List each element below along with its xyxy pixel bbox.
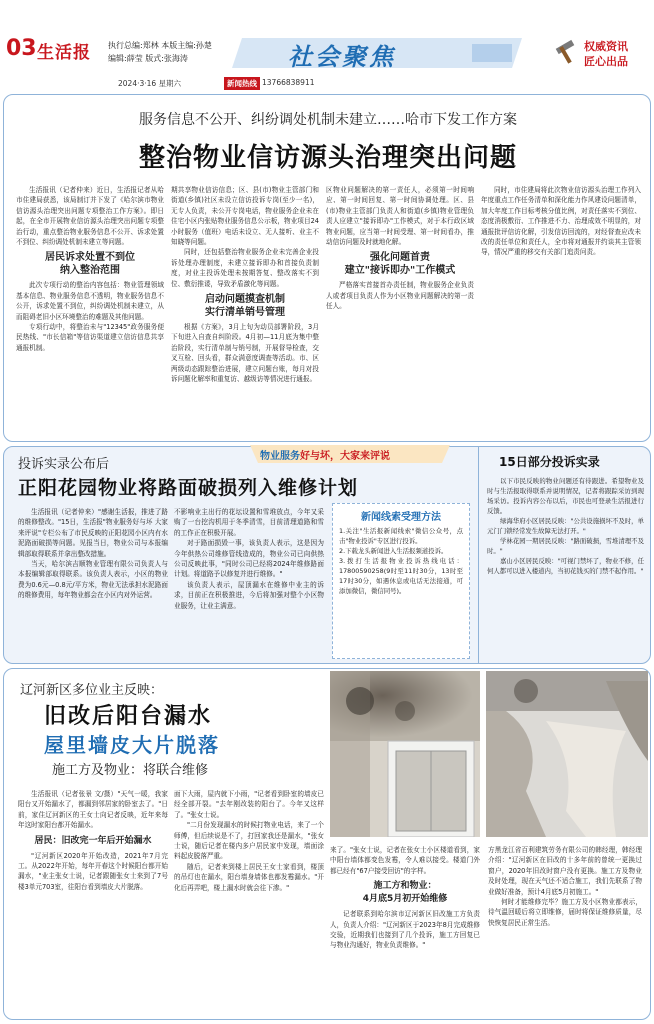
article3-deck: 施工方及物业：将联合维修 — [52, 763, 209, 778]
ribbon-text-a: 物业服务 — [260, 451, 300, 462]
column-ribbon — [250, 445, 450, 463]
article3-para: 记者联系到哈尔滨市辽河新区旧改施工方负责人，负责人介绍："辽河新区于2023年8月完成维修交验，近期我们也接到了几个投诉，施工方回复已与物业沟通好，物业负责维修。" — [330, 910, 480, 950]
tip-box-title: 新闻线索受理方法 — [361, 512, 441, 523]
masthead — [0, 0, 654, 92]
article2-col2 — [174, 507, 324, 659]
side-para: 嘉山小区居民反映："可视门禁坏了，物业不修，任何人都可以进入楼道内，当初花钱买的门禁不起作用。" — [487, 557, 644, 575]
article3-col2 — [174, 789, 324, 1015]
article2-box — [3, 446, 651, 664]
article2-para: 不影响业主出行的花坛设置和雪堆放点，今年又采购了一台挖沟机用于冬季清雪，目前清理道路和雪的工作正在积极开展。 — [174, 508, 324, 537]
article3-col4 — [488, 845, 642, 1015]
article1-col2 — [171, 185, 319, 437]
paper-name: 生活报 — [37, 43, 91, 63]
article3-subhead-1: 居民：旧改完一年后开始漏水 — [34, 835, 152, 846]
article1-subhead-2: 启动问题摸查机制 实行清单销号管理 — [205, 294, 285, 319]
tip-item: 1.关注"生活报新闻线索"微信公众号，点击"物业投诉"专区进行投诉。 — [339, 527, 463, 545]
article2-para: 该负责人表示，屋顶漏水在维修中业主的诉求，目前正在积极推进，今后将加强对整个小区物业服务，让业主满意。 — [174, 580, 324, 610]
tip-item: 2.下载龙头新闻进入生活报频道投诉。 — [339, 547, 448, 555]
tip-box — [332, 503, 470, 659]
ribbon-text-c: ，大家来评说 — [330, 451, 390, 462]
hotline-label: 新闻热线 — [224, 77, 260, 90]
editor-credit-1: 执行总编:郑林 本版主编:孙楚 — [108, 41, 212, 50]
article1-para: 根据《方案》，3月上旬为动员部署阶段，3月下旬进入自查自纠阶段。4月初—11月底为集中整治阶段，实行清单制与销号制，开展督导检查，交叉互检、回头看，群众满意度调查等活动。市、区两级动态跟踪整治进展，建立问题台账，每月对投诉问题化解率和重复访、越级访等情况进行通报。 — [171, 323, 319, 384]
article3-headline-1: 旧改后阳台漏水 — [44, 704, 213, 729]
article3-kicker: 辽河新区多位业主反映： — [20, 683, 164, 698]
article1-col3 — [326, 185, 474, 437]
side-para: 以下市民反映的物业问题还有待跟进。希望物业及时与生活报取得联系并说明情况，记者将跟踪采访到现场采访。投诉内容公布以后，市民也可登录生活报进行反馈。 — [487, 477, 644, 515]
article1-para: 同时，还包括整治物业服务企业未完善企业投诉处理办理制度，未建立接诉即办和首接负责制度，对业主投诉处理未按期答复、整改落实不到位、敷衍推诿，导致矛盾激化等问题。 — [171, 248, 319, 288]
article1-col1 — [16, 185, 164, 437]
article1-para: 专项行动中，将整治未与"12345"政务服务便民热线、"市长信箱"等信访渠道建立信访信息共享通报机制。 — [16, 323, 164, 352]
section-title: 社会聚焦 — [288, 43, 396, 71]
hotline-number: 13766838911 — [262, 78, 315, 87]
article1-para: 生活报讯（记者仲来）近日，生活报记者从哈市住建局获悉，该局制订并下发了《哈尔滨市物业信访源头治理突出问题专项整治工作方案》。即日起，在全市开展物业信访源头治理突出问题专项整治行动，重点整治物业服务信息不公开、诉求处置不到位、纠纷调处机制未建立等问题。 — [16, 186, 164, 247]
slogan-1: 权威资讯 — [584, 40, 628, 53]
article2-para: 对于路面损毁一事，该负责人表示，这是因为今年供热公司维修管线造成的，物业公司已向供热公司反映此事，"同时公司已经将2024年维修路面计划。将道路予以修复并进行维修。" — [174, 539, 324, 579]
article3-para: 来了。"张女士说，记者在张女士小区楼道看到，家中阳台墙体都变色发霉，令人难以接受。楼道门外都已经有"67户接受回访"的字样。 — [330, 846, 480, 875]
side-title: 15日部分投诉实录 — [499, 455, 600, 469]
article3-box — [3, 668, 651, 1020]
ribbon-text-b: 好与坏 — [300, 451, 330, 462]
article3-para: 面下大雨，屋内就下小雨，"记者看到卧室的墙皮已经全部开裂。"去年刚改装的阳台了。今年又这样了。"张女士说。 — [174, 790, 324, 819]
article1-headline: 整治物业信访源头治理突出问题 — [138, 143, 517, 173]
article2-kicker: 投诉实录公布后 — [18, 457, 110, 472]
article3-col1 — [18, 789, 168, 1015]
article2-para: 生活报讯（记者仲来）"感谢生活报，推进了路的维修整改。"15日，生活报"物业服务好与坏 大家来评说"专栏公布了市民反映的正阳花园小区内有水泥路面破损等问题。见报当日，物业公司与本报编辑部取得联系并拿出整改措施。 — [18, 508, 168, 558]
article3-para: 生活报讯（记者张景 文/摄）"天气一暖，我家阳台又开始漏水了，都漏到邻居家的卧室去了。"日前，家住辽河新区的王女士向记者反映，近年来每年这时家阳台都开始漏水。 — [18, 790, 168, 830]
side-para: 学林花园一期居民反映："路面破损，雪堆清理不及时。" — [487, 537, 644, 555]
article1-para: 同时，市住建局将此次物业信访源头治理工作列入年度重点工作任务清单和深化能力作风建设问题清单，加大年度工作目标考核分值比例，对责任落实不到位、态度消极敷衍、工作推进不力、治理成效不明显的，对通报批评信访化解，引发信访回流的，对经督查应改未改的责任单位和责任人，全市将对通报并约谈其主管领导，情况严重的移交有关部门追责问责。 — [481, 186, 641, 257]
article1-para: 区物业问题解决的第一责任人，必须第一时间响应、第一时间回复、第一时间协调处理。区、县(市)物业主管部门负责人和街道(乡镇)物业管理负责人应建立"接诉即办"工作模式，对于本行政区域物业问题，应当第一时间受理、第一时间看办，推动信访问题及时就地化解。 — [326, 186, 474, 247]
article3-para: 随后，记者来到楼上居民王女士家看到，楼顶的吊灯也在漏水，阳台墙身墙体也都发霉漏水。"开化后再弄吧，楼上漏水时就会往下渗。" — [174, 862, 324, 892]
article3-para: "辽河新区2020年开始改造，2021年7月完工。从2022年开始，每年开春这个时候阳台都开始漏水，"业主张女士说，记者跟随张女士来到了7号楼3单元703室，往阳台看到墙皮大片脱落。 — [18, 851, 168, 891]
photo-window-mold — [330, 671, 480, 837]
article3-subhead-2: 施工方和物业： 4月底5月初开始维修 — [362, 881, 448, 905]
photo-peeling-wall — [486, 671, 648, 837]
article3-para: 方黑龙江省百利建筑劳务有限公司的韩经理，韩经理介绍："辽河新区在旧改的十多年前的曾统一更换过窗户，2020年旧改时窗户没有更换。施工方及物业及时处理，现在天气还不适合施工，我们先联系了物业做好准备，预计4月底5月初施工。" — [488, 846, 642, 896]
page-number: 03 — [6, 36, 37, 61]
article1-subhead-3: 强化问题首责 建立"接诉即办"工作模式 — [344, 252, 456, 277]
article1-para: 严格落实首接首办责任制，物业服务企业负责人或者项目负责人作为小区物业问题解决的第一责任人。 — [326, 281, 474, 311]
slogan-2: 匠心出品 — [584, 55, 628, 68]
article3-col3 — [330, 845, 480, 1015]
article2-col1 — [18, 507, 168, 659]
article1-kicker: 服务信息不公开、纠纷调处机制未建立……哈市下发工作方案 — [139, 112, 517, 128]
editor-credit-2: 编辑:薛莹 版式:张海涛 — [108, 54, 188, 63]
article1-col4 — [481, 185, 641, 437]
date-text: 2024·3·16 星期六 — [118, 79, 182, 88]
article2-para: 当天，哈尔滨吉顺物业管理有限公司负责人与本报编辑部取得联系。该负责人表示，小区的物业费为0.6元—0.8元/平方米，物业无法承担水泥路面的维修费用，每年物业都会在小区内对外运营。 — [18, 560, 168, 600]
article1-para: 期共享物业信访信息；区、县(市)物业主管部门和街道(乡镇)社区未设立信访投诉专岗(至少一名)，无专人负责，未公开专岗电话，物业服务企业未在住宅小区内张贴物业服务信息公示板，物业项目24小时服务（值班）电话未设立、无人接听、业主不知晓等问题。 — [171, 186, 319, 247]
section-banner — [232, 34, 532, 72]
date-bar — [0, 76, 654, 90]
article1-box — [3, 94, 651, 442]
article3-para: 何时才能维修完毕？施工方及小区物业都表示，待气温回暖后将立即维修，届时将保证维修质量，尽快恢复居民正常生活。 — [488, 898, 642, 927]
side-text — [479, 476, 652, 652]
side-para: 绿海华府小区居民反映："公共设施损坏不及时，单元门门锁经常发生故障无法打开。" — [487, 517, 644, 535]
article1-para: 此次专项行动的整治内容包括：物业管理领域基本信息、物业服务信息不透明，物业服务信息不公开，诉求处置不到位，纠纷调处机制未建立，从而阻碍老旧小区环境整治的难题及其他问题。 — [16, 281, 164, 321]
side-complaints — [478, 447, 652, 663]
hammer-wrench-illustration — [552, 34, 580, 66]
article2-headline: 正阳花园物业将路面破损列入维修计划 — [18, 477, 359, 499]
tip-item: 3.拨打生活报物业投诉热线电话：17800590258(9时至11时30分，13时至17时30分，如遇休息或电话无法接通，可添加微信，微信同号)。 — [339, 557, 463, 595]
article3-headline-2: 屋里墙皮大片脱落 — [44, 733, 220, 757]
article1-subhead-1: 居民诉求处置不到位 纳入整治范围 — [45, 252, 135, 277]
article3-para: "二月份发现漏水的时候打物业电话，来了一个师傅，但后续说是不了，打回家我还是漏水，"张女士说，随后记者在楼内多户居民家中发现，墙面涂料起皮脱落严重。 — [174, 821, 324, 861]
